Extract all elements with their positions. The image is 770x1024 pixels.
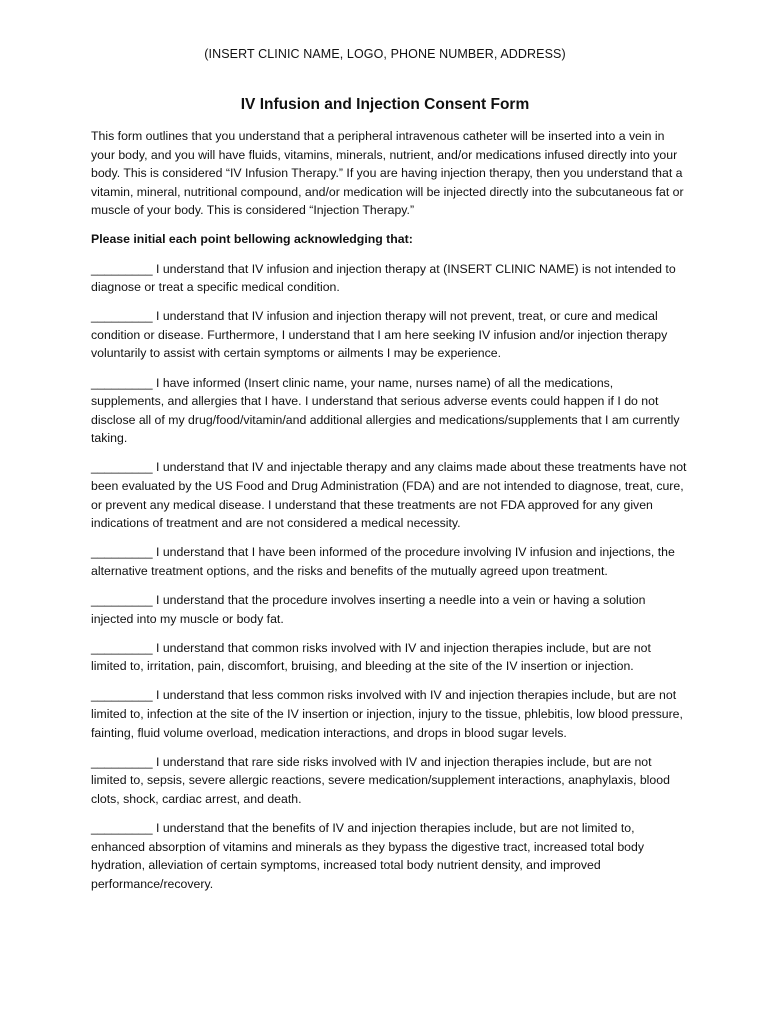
document-title: IV Infusion and Injection Consent Form	[240, 96, 530, 113]
initial-blank[interactable]: _________	[91, 460, 153, 475]
initial-blank[interactable]: _________	[91, 309, 153, 324]
clinic-info-placeholder: (INSERT CLINIC NAME, LOGO, PHONE NUMBER, ADDRESS)	[204, 47, 566, 61]
consent-item	[91, 458, 689, 532]
initial-instruction: Please initial each point bellowing acknowledging that:	[91, 232, 413, 247]
consent-item-text: I understand that IV infusion and injection therapy will not prevent, treat, or cure and medical condition or disease. Furthermore, I understand that I am here seeking IV infusion and/or injection therapy voluntarily to assist with certain symptoms or ailments I may be experience.	[91, 309, 668, 361]
consent-item-text: I understand that less common risks involved with IV and injection therapies include, but are not limited to, infection at the site of the IV insertion or injection, injury to the tissue, phlebitis, low blood pressure, fainting, fluid volume overload, medication interactions, and drops in blood sugar levels.	[91, 688, 683, 740]
consent-item-text: I understand that IV infusion and injection therapy at (INSERT CLINIC NAME) is not intended to diagnose or treat a specific medical condition.	[91, 261, 676, 295]
consent-item	[91, 591, 689, 628]
initial-blank[interactable]: _________	[91, 754, 153, 769]
consent-item	[91, 374, 689, 448]
consent-item	[91, 819, 689, 893]
intro-paragraph: This form outlines that you understand that a peripheral intravenous catheter will be inserted into a vein in your body, and you will have fluids, vitamins, minerals, nutrient, and/or medications infused directly into your body. This is considered “IV Infusion Therapy.” If you are having injection therapy, then you understand that a vitamin, mineral, nutritional compound, and/or medication will be injected directly into the subcutaneous fat or muscle of your body. This is considered “Injection Therapy.”	[91, 129, 684, 218]
consent-item	[91, 686, 689, 742]
consent-item-text: I understand that I have been informed of the procedure involving IV infusion and injections, the alternative treatment options, and the risks and benefits of the mutually agreed upon treatment.	[91, 545, 675, 578]
initial-blank[interactable]: _________	[91, 688, 153, 703]
consent-item	[91, 543, 689, 580]
consent-item-text: I have informed (Insert clinic name, your name, nurses name) of all the medications, supplements, and allergies that I have. I understand that serious adverse events could happen if I do not disclose all of my drug/food/vitamin/and additional allergies and medications/supplements that I am currently taking.	[91, 375, 680, 446]
consent-item-text: I understand that the procedure involves inserting a needle into a vein or having a solution injected into my muscle or body fat.	[91, 592, 646, 626]
initial-blank[interactable]: _________	[91, 375, 153, 390]
consent-item-text: I understand that IV and injectable therapy and any claims made about these treatments have not been evaluated by the US Food and Drug Administration (FDA) and are not intended to diagnose, treat, cure, or prevent any medical disease. I understand that these treatments are not FDA approved for any given indications of treatment and are not considered a medical necessity.	[91, 460, 687, 531]
document-body	[91, 127, 689, 904]
consent-item-text: I understand that common risks involved with IV and injection therapies include, but are not limited to, irritation, pain, discomfort, bruising, and bleeding at the site of the IV insertion or injection.	[91, 640, 651, 674]
consent-item	[91, 307, 689, 363]
consent-item	[91, 260, 689, 297]
initial-blank[interactable]: _________	[91, 592, 153, 607]
consent-item	[91, 639, 689, 676]
initial-blank[interactable]: _________	[91, 820, 153, 835]
consent-item	[91, 753, 689, 809]
consent-item-text: I understand that rare side risks involved with IV and injection therapies include, but are not limited to, sepsis, severe allergic reactions, severe medication/supplement interactions, anaphylaxis, blood clots, shock, cardiac arrest, and death.	[91, 754, 670, 806]
initial-blank[interactable]: _________	[91, 640, 153, 655]
initial-blank[interactable]: _________	[91, 261, 153, 276]
initial-blank[interactable]: _________	[91, 545, 153, 560]
consent-item-text: I understand that the benefits of IV and injection therapies include, but are not limited to, enhanced absorption of vitamins and minerals as they bypass the digestive tract, increased total body hydration, alleviation of certain symptoms, increased total body nutrient density, and improved performance/recovery.	[91, 820, 644, 891]
